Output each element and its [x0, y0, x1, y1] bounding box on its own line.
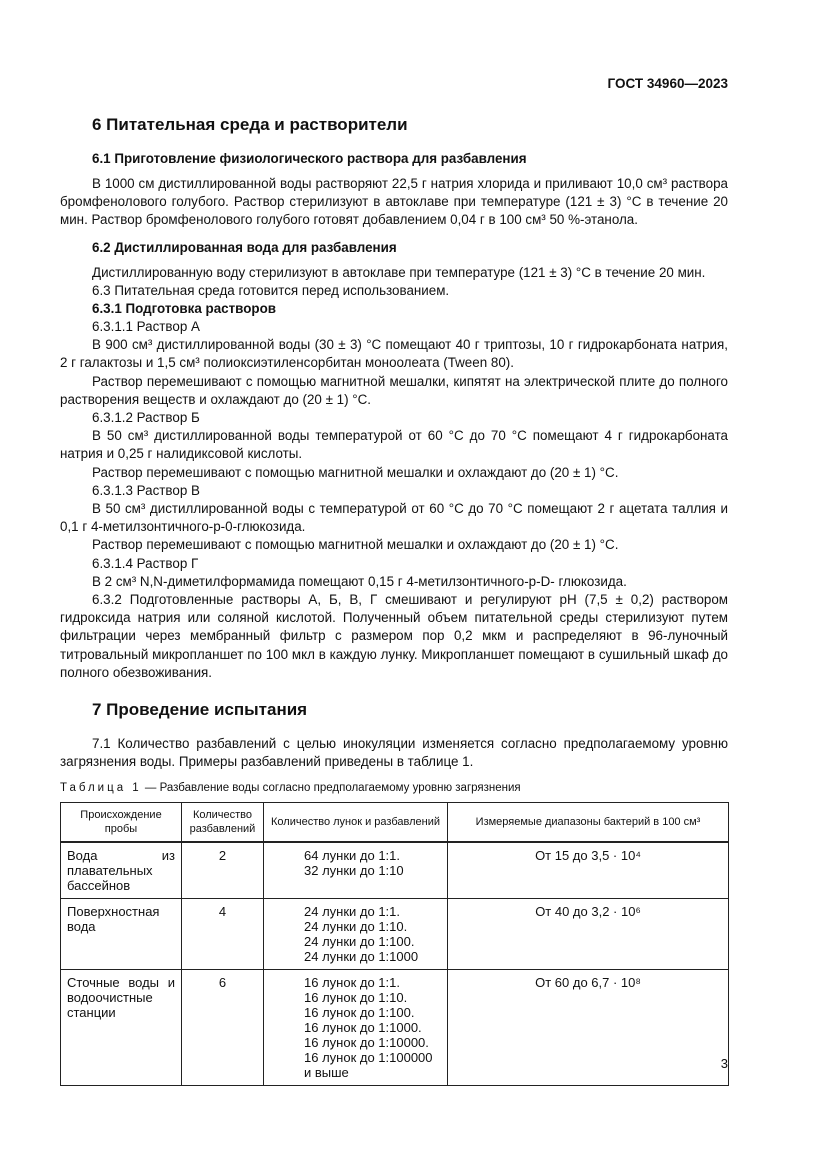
wells-line: 24 лунки до 1:100. — [304, 934, 415, 950]
cell-origin: Сточные воды и водоочистные станции — [61, 970, 182, 1086]
paragraph: В 50 см³ дистиллированной воды температурой от 60 °С до 70 °С помещают 4 г гидрокарбоната натрия и 0,25 г налидиксовой кислоты. — [60, 428, 728, 462]
paragraph: 6.3.1.2 Раствор Б — [92, 410, 200, 426]
cell-range: От 15 до 3,5 · 10⁴ — [448, 842, 729, 899]
column-header: Количество разбавлений — [182, 803, 264, 843]
wells-line: 24 лунки до 1:1000 — [304, 949, 419, 965]
cell-origin: Вода из плавательных бассейнов — [61, 842, 182, 899]
cell-count: 2 — [182, 842, 264, 899]
wells-line: 16 лунок до 1:1000. — [304, 1020, 422, 1036]
wells-line: 24 лунки до 1:1. — [304, 904, 401, 920]
paragraph: В 2 см³ N,N-диметилформамида помещают 0,15 г 4-метилзонтичного-p-D- глюкозида. — [92, 573, 627, 589]
paragraph: 6.3.1.3 Раствор В — [92, 482, 200, 498]
wells-line: 16 лунок до 1:100000 и выше — [304, 1050, 433, 1081]
paragraph: Раствор перемешивают с помощью магнитной мешалки, кипятят на электрической плите до полного растворения веществ и охлаждают до (20 ± 1) °С. — [60, 373, 728, 407]
section-6-3-1-title: 6.3.1 Подготовка растворов — [92, 301, 276, 317]
column-header: Происхождение пробы — [61, 803, 182, 843]
table-row — [61, 970, 729, 1086]
section-7-title: 7 Проведение испытания — [92, 700, 308, 720]
wells-line: 16 лунок до 1:10000. — [304, 1035, 429, 1051]
table-caption-text: — Разбавление воды согласно предполагаемому уровню загрязнения — [141, 782, 521, 795]
paragraph: В 50 см³ дистиллированной воды с температурой от 60 °С до 70 °С помещают 2 г ацетата таллия и 0,1 г 4-метилзонтичного-p-0-глюкозида. — [60, 501, 728, 535]
wells-line: 64 лунки до 1:1. — [304, 848, 401, 864]
table-caption-label: Таблица 1 — [60, 782, 142, 795]
page-content — [60, 114, 728, 1086]
section-6-title: 6 Питательная среда и растворители — [92, 115, 408, 134]
table-row — [61, 899, 729, 970]
wells-line: 24 лунки до 1:10. — [304, 919, 408, 935]
wells-line: 32 лунки до 1:10 — [304, 863, 404, 879]
table-header-row — [61, 803, 729, 843]
table-row — [61, 842, 729, 899]
paragraph: 6.3.2 Подготовленные растворы А, Б, В, Г смешивают и регулируют pH (7,5 ± 0,2) раствором гидроксида натрия или соляной кислотой. Полученный объем питательной среды стерилизуют путем фильтрации через мембранный фильтр с размером пор 0,2 мкм и распределяют в 96-луночный титровальный микропланшет по 100 мкл в каждую лунку. Микропланшет помещают в сушильный шкаф до полного обезвоживания. — [60, 592, 728, 680]
section-6-2-text: Дистиллированную воду стерилизуют в автоклаве при температуре (121 ± 3) °С в течение 20 мин. — [92, 264, 706, 280]
dilution-table — [60, 802, 729, 1086]
section-6-1-title: 6.1 Приготовление физиологического раствора для разбавления — [92, 151, 527, 166]
paragraph: Раствор перемешивают с помощью магнитной мешалки и охлаждают до (20 ± 1) °С. — [92, 464, 619, 480]
table-caption — [60, 780, 728, 796]
cell-origin: Поверхностная вода — [61, 899, 182, 970]
column-header: Измеряемые диапазоны бактерий в 100 см³ — [448, 803, 729, 843]
column-header: Количество лунок и разбавлений — [264, 803, 448, 843]
section-7-1-text: 7.1 Количество разбавлений с целью инокуляции изменяется согласно предполагаемому уровню загрязнения воды. Примеры разбавлений приведены в таблице 1. — [60, 736, 728, 770]
document-id: ГОСТ 34960—2023 — [607, 76, 728, 91]
cell-wells — [264, 899, 448, 970]
paragraph: В 900 см³ дистиллированной воды (30 ± 3) °С помещают 40 г триптозы, 10 г гидрокарбоната натрия, 2 г галактозы и 1,5 см³ полиоксиэтиленсорбитан моноолеата (Tween 80). — [60, 337, 728, 371]
paragraph: 6.3.1.4 Раствор Г — [92, 555, 199, 571]
paragraph: 6.3.1.1 Раствор А — [92, 319, 200, 335]
cell-range: От 60 до 6,7 · 10⁸ — [448, 970, 729, 1086]
cell-range: От 40 до 3,2 · 10⁶ — [448, 899, 729, 970]
cell-count: 6 — [182, 970, 264, 1086]
wells-line: 16 лунок до 1:100. — [304, 1005, 415, 1021]
page-number: 3 — [720, 1056, 728, 1071]
section-6-2-title: 6.2 Дистиллированная вода для разбавления — [92, 239, 397, 255]
wells-line: 16 лунок до 1:1. — [304, 975, 400, 991]
wells-line: 16 лунок до 1:10. — [304, 990, 408, 1006]
cell-count: 4 — [182, 899, 264, 970]
cell-wells — [264, 842, 448, 899]
paragraph: Раствор перемешивают с помощью магнитной мешалки и охлаждают до (20 ± 1) °С. — [92, 537, 619, 553]
section-6-1-text: В 1000 см дистиллированной воды растворяют 22,5 г натрия хлорида и приливают 10,0 см³ раствора бромфенолового голубого. Раствор стерилизуют в автоклаве при температуре (121 ± 3) °С в течение 20 мин. Раствор бромфенолового голубого готовят добавлением 0,04 г в 100 см³ 50 %-этанола. — [60, 176, 728, 228]
section-6-3-text: 6.3 Питательная среда готовится перед использованием. — [92, 282, 450, 298]
cell-wells — [264, 970, 448, 1086]
